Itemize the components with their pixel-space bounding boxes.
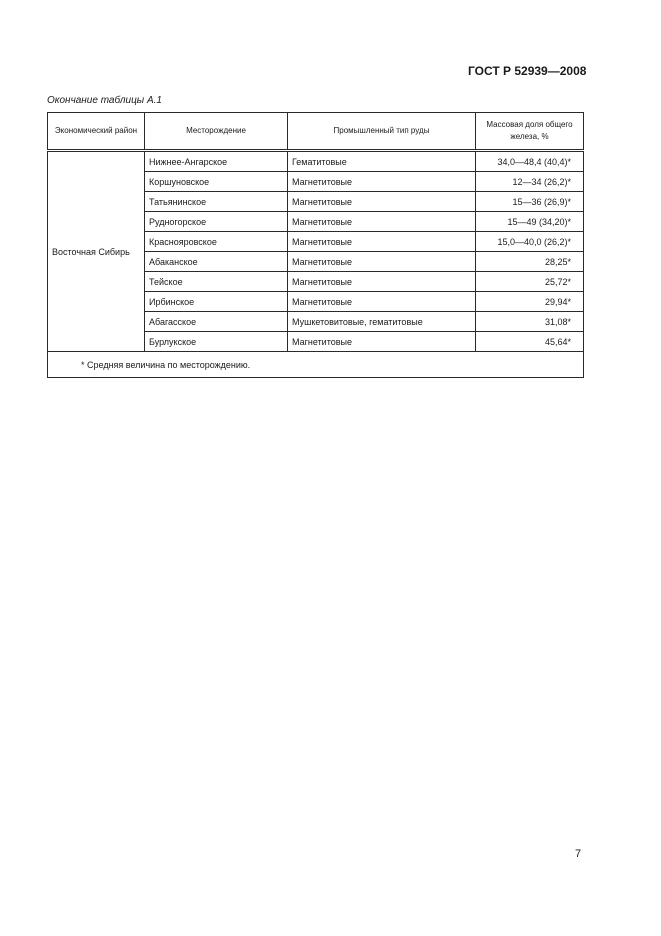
iron-share-cell: 12—34 (26,2)* — [476, 172, 584, 192]
deposit-cell: Коршуновское — [145, 172, 288, 192]
table-caption: Окончание таблицы А.1 — [47, 95, 162, 106]
iron-share-cell: 15—49 (34,20)* — [476, 212, 584, 232]
deposit-cell: Рудногорское — [145, 212, 288, 232]
deposits-table — [47, 112, 584, 378]
table-header-row — [48, 113, 584, 151]
ore-type-cell: Гематитовые — [288, 151, 476, 172]
ore-type-cell: Магнетитовые — [288, 192, 476, 212]
ore-type-cell: Магнетитовые — [288, 252, 476, 272]
ore-type-cell: Магнетитовые — [288, 172, 476, 192]
iron-share-cell: 25,72* — [476, 272, 584, 292]
ore-type-cell: Магнетитовые — [288, 232, 476, 252]
deposit-cell: Татьянинское — [145, 192, 288, 212]
deposit-cell: Абаканское — [145, 252, 288, 272]
ore-type-cell: Магнетитовые — [288, 332, 476, 352]
ore-type-cell: Магнетитовые — [288, 212, 476, 232]
document-header: ГОСТ Р 52939—2008 — [468, 64, 587, 78]
iron-share-cell: 29,94* — [476, 292, 584, 312]
deposit-cell: Абагасское — [145, 312, 288, 332]
footnote-row — [48, 352, 584, 378]
region-cell: Восточная Сибирь — [48, 151, 145, 352]
table-footnote: * Средняя величина по месторождению. — [48, 352, 584, 378]
iron-share-cell: 31,08* — [476, 312, 584, 332]
ore-type-cell: Мушкетовитовые, гематитовые — [288, 312, 476, 332]
ore-type-cell: Магнетитовые — [288, 272, 476, 292]
iron-share-cell: 15,0—40,0 (26,2)* — [476, 232, 584, 252]
iron-share-cell: 15—36 (26,9)* — [476, 192, 584, 212]
column-header-ore-type: Промышленный тип руды — [288, 113, 476, 151]
column-header-deposit: Месторождение — [145, 113, 288, 151]
deposit-cell: Тейское — [145, 272, 288, 292]
iron-share-cell: 45,64* — [476, 332, 584, 352]
column-header-region: Экономический район — [48, 113, 145, 151]
iron-share-cell: 28,25* — [476, 252, 584, 272]
deposit-cell: Ирбинское — [145, 292, 288, 312]
deposit-cell: Нижнее-Ангарское — [145, 151, 288, 172]
table-row — [48, 151, 584, 172]
deposit-cell: Краснояровское — [145, 232, 288, 252]
column-header-iron-share: Массовая доля общего железа, % — [476, 113, 584, 151]
page-number: 7 — [575, 848, 582, 860]
deposit-cell: Бурлукское — [145, 332, 288, 352]
ore-type-cell: Магнетитовые — [288, 292, 476, 312]
iron-share-cell: 34,0—48,4 (40,4)* — [476, 151, 584, 172]
